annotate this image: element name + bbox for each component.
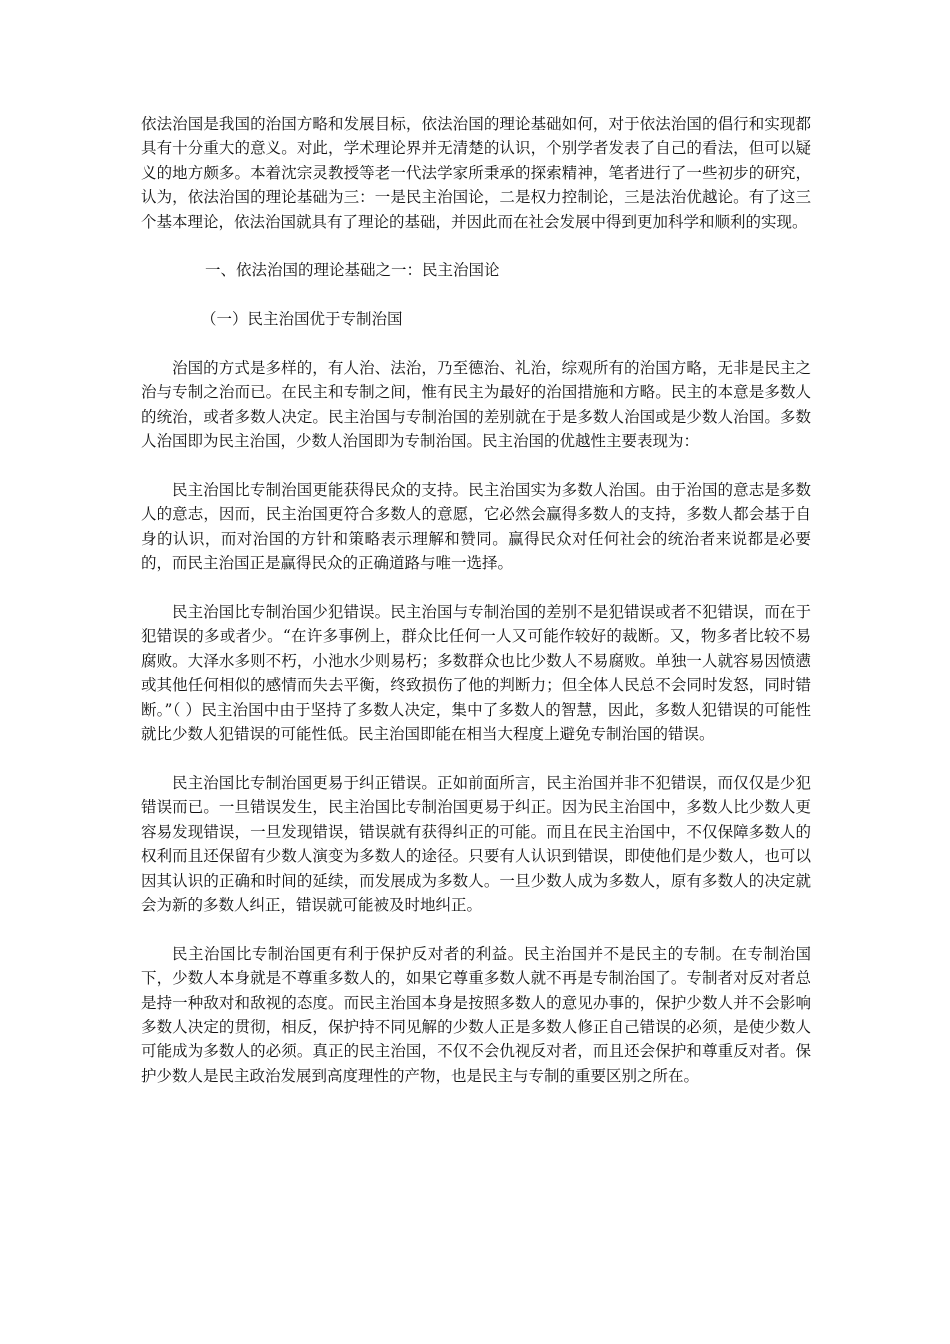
body-paragraph: 民主治国比专制治国更易于纠正错误。正如前面所言，民主治国并非不犯错误，而仅仅是少犯错误而已。一旦错误发生，民主治国比专制治国更易于纠正。因为民主治国中，多数人比少数人更容易发现错误，一旦发现错误，错误就有获得纠正的可能。而且在民主治国中，不仅保障多数人的权利而且还保留有少数人演变为多数人的途径。只要有人认识到错误，即使他们是少数人，也可以因其认识的正确和时间的延续，而发展成为多数人。一旦少数人成为多数人，原有多数人的决定就会为新的多数人纠正，错误就可能被及时地纠正。 xyxy=(141,773,811,914)
body-paragraph: 民主治国比专制治国更有利于保护反对者的利益。民主治国并不是民主的专制。在专制治国下，少数人本身就是不尊重多数人的，如果它尊重多数人就不再是专制治国了。专制者对反对者总是持一种敌对和敌视的态度。而民主治国本身是按照多数人的意见办事的，保护少数人并不会影响多数人决定的贯彻，相反，保护持不同见解的少数人正是多数人修正自己错误的必须，是使少数人可能成为多数人的必须。真正的民主治国，不仅不会仇视反对者，而且还会保护和尊重反对者。保护少数人是民主政治发展到高度理性的产物，也是民主与专制的重要区别之所在。 xyxy=(141,944,811,1085)
subsection-heading: （一）民主治国优于专制治国 xyxy=(201,310,403,329)
intro-paragraph: 依法治国是我国的治国方略和发展目标，依法治国的理论基础如何，对于依法治国的倡行和实现都具有十分重大的意义。对此，学术理论界并无清楚的认识，个别学者发表了自己的看法，但可以疑义的地方颇多。本着沈宗灵教授等老一代法学家所秉承的探索精神，笔者进行了一些初步的研究，认为，依法治国的理论基础为三：一是民主治国论，二是权力控制论，三是法治优越论。有了这三个基本理论，依法治国就具有了理论的基础，并因此而在社会发展中得到更加科学和顺利的实现。 xyxy=(141,115,811,231)
section-heading: 一、依法治国的理论基础之一：民主治国论 xyxy=(205,261,500,280)
body-paragraph: 民主治国比专制治国更能获得民众的支持。民主治国实为多数人治国。由于治国的意志是多数人的意志，因而，民主治国更符合多数人的意愿，它必然会赢得多数人的支持，多数人都会基于自身的认识，而对治国的方针和策略表示理解和赞同。赢得民众对任何社会的统治者来说都是必要的，而民主治国正是赢得民众的正确道路与唯一选择。 xyxy=(141,481,811,573)
body-paragraph: 民主治国比专制治国少犯错误。民主治国与专制治国的差别不是犯错误或者不犯错误，而在于犯错误的多或者少。“在许多事例上，群众比任何一人又可能作较好的裁断。又，物多者比较不易腐败。大泽水多则不朽，小池水少则易朽；多数群众也比少数人不易腐败。单独一人就容易因愤懑或其他任何相似的感情而失去平衡，终致损伤了他的判断力；但全体人民总不会同时发怒，同时错断。”（ ）民主治国中由于坚持了多数人决定，集中了多数人的智慧，因此，多数人犯错误的可能性就比少数人犯错误的可能性低。民主治国即能在相当大程度上避免专制治国的错误。 xyxy=(141,603,811,744)
body-paragraph: 治国的方式是多样的，有人治、法治，乃至德治、礼治，综观所有的治国方略，无非是民主之治与专制之治而已。在民主和专制之间，惟有民主为最好的治国措施和方略。民主的本意是多数人的统治，或者多数人决定。民主治国与专制治国的差别就在于是多数人治国或是少数人治国。多数人治国即为民主治国，少数人治国即为专制治国。民主治国的优越性主要表现为： xyxy=(141,359,811,451)
document-body xyxy=(141,112,811,1113)
